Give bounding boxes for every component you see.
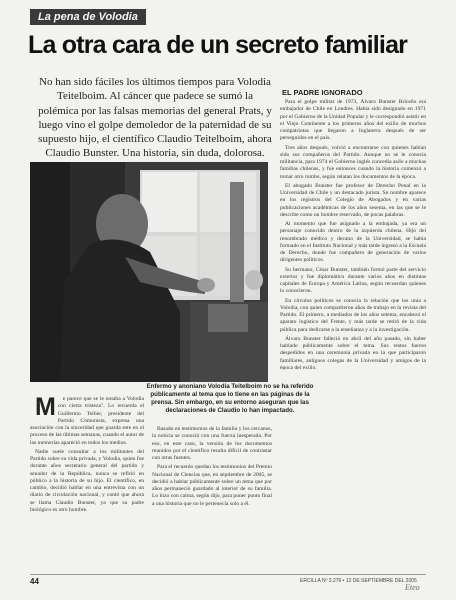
article-column-2 — [152, 426, 272, 572]
handwritten-mark: Eteo — [405, 583, 420, 592]
paragraph: Basado en testimonios de la familia y los cercanos, la noticia se conoció con una fuerza inesperada. Por eso, en este caso, la versión de los documentos reunidos por el científico resulta difícil de contrastar con otras fuentes. — [152, 426, 272, 461]
paragraph-text: e parece que se le notaba a Volodia con cierta tristeza". Lo recuerda el Guillermo Tellier, presidente del Partido Comunista, expresa una asociación con la sinceridad que guarda este en el proceso de las últimas semanas, cuando el autor de las memorias apareció en todos los medios. — [30, 396, 144, 446]
paragraph: Para el recuerdo quedan los testimonios del Premio Nacional de Ciencias que, en septiembre de 2005, se decidió a hablar públicamente sobre un tema que por años permaneció guardado al interior de su familia. Lo hizo con calma, según dijo, para poner punto final a una historia que no le pertenecía solo a él. — [152, 464, 272, 507]
footer-rule — [30, 574, 426, 575]
photo-illustration — [30, 162, 268, 382]
page-number: 44 — [30, 577, 39, 586]
headline: La otra cara de un secreto familiar — [28, 31, 408, 59]
paragraph: Para el golpe militar de 1973, Álvaro Bunster Briceño era embajador de Chile en Londres. Había sido designado en 1971 por el Gobierno de la Unidad Popular y le correspondió asistir en el Viejo Continente a los primeros años del exilio de muchos compatriotas que llegaron a Inglaterra después de ser perseguidos en el país. — [280, 99, 426, 142]
subhead: EL PADRE IGNORADO — [282, 88, 363, 97]
publication-line: ERCILLA Nº 3.276 • 12 DE SEPTIEMBRE DEL 2005 — [300, 578, 417, 584]
portrait-photo — [30, 162, 268, 382]
paragraph: Su hermano, César Bunster, también formó parte del servicio exterior y fue diplomático durante varios años en distintas capitales de Europa y América Latina, según recuerdan quienes lo conocieron. — [280, 266, 426, 295]
deck-paragraph: No han sido fáciles los últimos tiempos para Volodia Teitelboim. Al cáncer que padece se sumó la polémica por las falsas memorias del general Prats, y luego vino el golpe demoledor de la paternidad de su supuesto hijo, el científico Claudio Teitelboim, ahora Claudio Bunster. Una historia, sin duda, dolorosa. — [38, 76, 272, 160]
section-tag: La pena de Volodia — [30, 9, 146, 25]
paragraph — [30, 396, 144, 447]
paragraph: Nadie suele consultar a los militantes del Partido sobre su vida privada, y Volodia, quien fue durante años secretario general del partido y senador de la República, nunca se refirió en público a la historia de su hijo. El científico, en cambio, decidió hablar en una entrevista con un diario de circulación nacional, y contó que ahora se llama Claudio Bunster, ya que su padre biológico es otro hombre. — [30, 448, 144, 513]
article-column-1 — [30, 396, 144, 572]
article-column-3 — [280, 99, 426, 559]
paragraph: En círculos políticos se conocía la relación que los unía a Volodia, con quien compartieron años de trabajo en la revista del Partido. El primero, a mediados de los años setenta, encabezó el aparato logístico del Frente, y más tarde se retiró de la vida pública para dedicarse a la enseñanza y a la investigación. — [280, 297, 426, 333]
paragraph: Al momento que fue asignado a la embajada, ya era un personaje conocido dentro de la izquierda chilena. Hijo del renombrado médico y decano de la Universidad, se había formado en el Instituto Nacional y más tarde ingresó a la Escuela de Derecho, donde fue compañero de generación de varios dirigentes políticos. — [280, 221, 426, 264]
paragraph: Tres años después, volvió a encontrarse con quienes habían sido sus compañeros del Partido. Aunque no se le conocía militancia, para 1974 el Gobierno inglés concedía asilo a muchas familias chilenas, y fue entonces cuando la historia comenzó a tomar otro rumbo, según relatan los documentos de la época. — [280, 144, 426, 180]
photo-caption: Enfermo y anoniano Volodia Teitelboim no se ha referido públicamente al tema que lo tiene en las páginas de la prensa. Sin embargo, en su entorno aseguran que las declaraciones de Claudio lo han impactado. — [146, 383, 314, 414]
dropcap: M — [35, 396, 56, 421]
paragraph: Álvaro Bunster falleció en abril del año pasado, sin haber hablado públicamente sobre el tema. Sus restos fueron despedidos en una ceremonia privada en la que participaron familiares, antiguos colegas de la Universidad y amigos de la época del exilio. — [280, 335, 426, 371]
paragraph: El abogado Bunster fue profesor de Derecho Penal en la Universidad de Chile y un destacado jurista. Su nombre aparece en los registros del Colegio de Abogados y en varias publicaciones académicas de los años sesenta, en las que se le describe como un hombre reservado, de pocas palabras. — [280, 182, 426, 218]
